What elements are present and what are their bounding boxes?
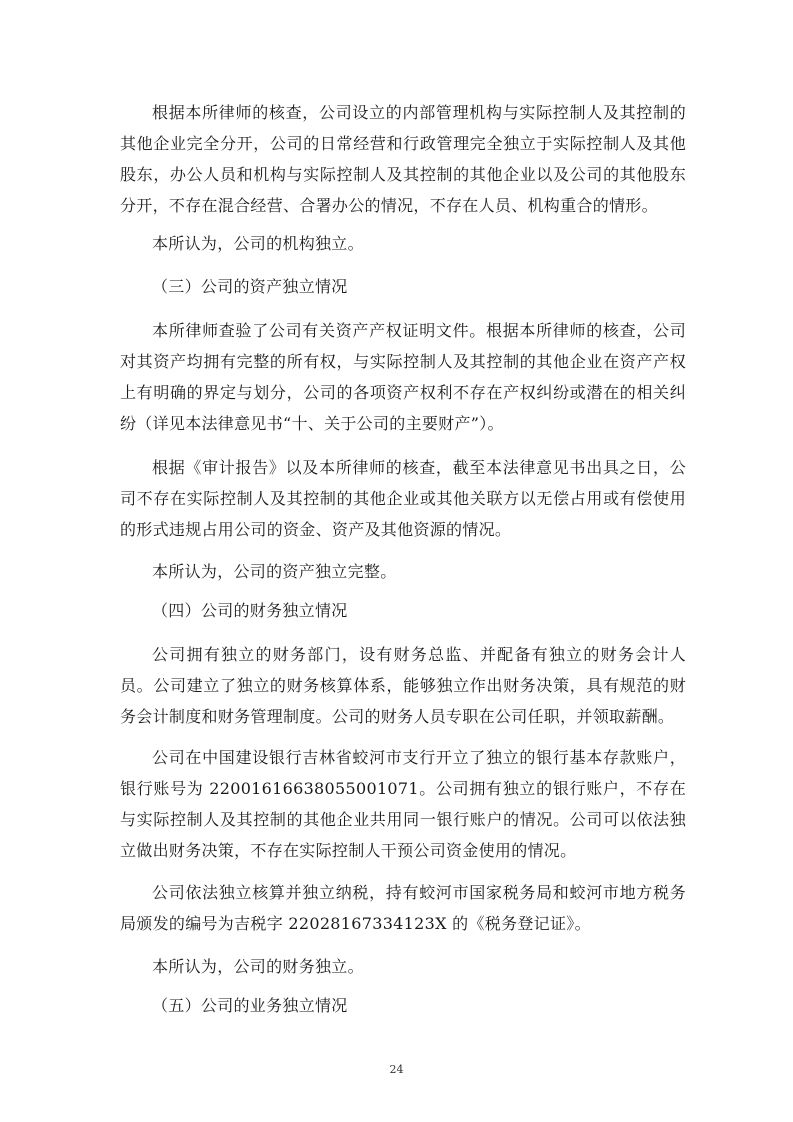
paragraph-financial-conclusion: 本所认为，公司的财务独立。 bbox=[152, 957, 364, 976]
paragraph-bank-account: 公司在中国建设银行吉林省蛟河市支行开立了独立的银行基本存款账户，银行账号为 22001616638055001071。公司拥有独立的银行账户，不存在与实际控制人及其控制的其他企业共用同一银行账户的情况。公司可以依法独立做出财务决策，不存在实际控制人干预公司资金使用的情况。 bbox=[120, 748, 686, 860]
paragraph-asset-conclusion: 本所认为，公司的资产独立完整。 bbox=[152, 562, 397, 581]
heading-financial-independence: （四）公司的财务独立情况 bbox=[152, 601, 348, 620]
paragraph-tax-registration: 公司依法独立核算并独立纳税，持有蛟河市国家税务局和蛟河市地方税务局颁发的编号为吉税字 22028167334123X 的《税务登记证》。 bbox=[120, 883, 686, 933]
paragraph-organization-check: 根据本所律师的核查，公司设立的内部管理机构与实际控制人及其控制的其他企业完全分开，公司的日常经营和行政管理完全独立于实际控制人及其他股东，办公人员和机构与实际控制人及其控制的其他企业以及公司的其他股东分开，不存在混合经营、合署办公的情况，不存在人员、机构重合的情形。 bbox=[120, 103, 686, 215]
paragraph-organization-conclusion: 本所认为，公司的机构独立。 bbox=[152, 234, 364, 253]
page-number: 24 bbox=[389, 1063, 404, 1076]
heading-business-independence: （五）公司的业务独立情况 bbox=[152, 996, 348, 1015]
heading-asset-independence: （三）公司的资产独立情况 bbox=[152, 277, 348, 296]
paragraph-asset-verification: 本所律师查验了公司有关资产产权证明文件。根据本所律师的核查，公司对其资产均拥有完整的所有权，与实际控制人及其控制的其他企业在资产产权上有明确的界定与划分，公司的各项资产权利不存在产权纠纷或潜在的相关纠纷（详见本法律意见书“十、关于公司的主要财产”）。 bbox=[120, 321, 686, 433]
paragraph-finance-department: 公司拥有独立的财务部门，设有财务总监、并配备有独立的财务会计人员。公司建立了独立的财务核算体系，能够独立作出财务决策，具有规范的财务会计制度和财务管理制度。公司的财务人员专职在公司任职，并领取薪酬。 bbox=[120, 645, 686, 726]
paragraph-audit-report: 根据《审计报告》以及本所律师的核查，截至本法律意见书出具之日，公司不存在实际控制人及其控制的其他企业或其他关联方以无偿占用或有偿使用的形式违规占用公司的资金、资产及其他资源的情况。 bbox=[120, 458, 686, 539]
